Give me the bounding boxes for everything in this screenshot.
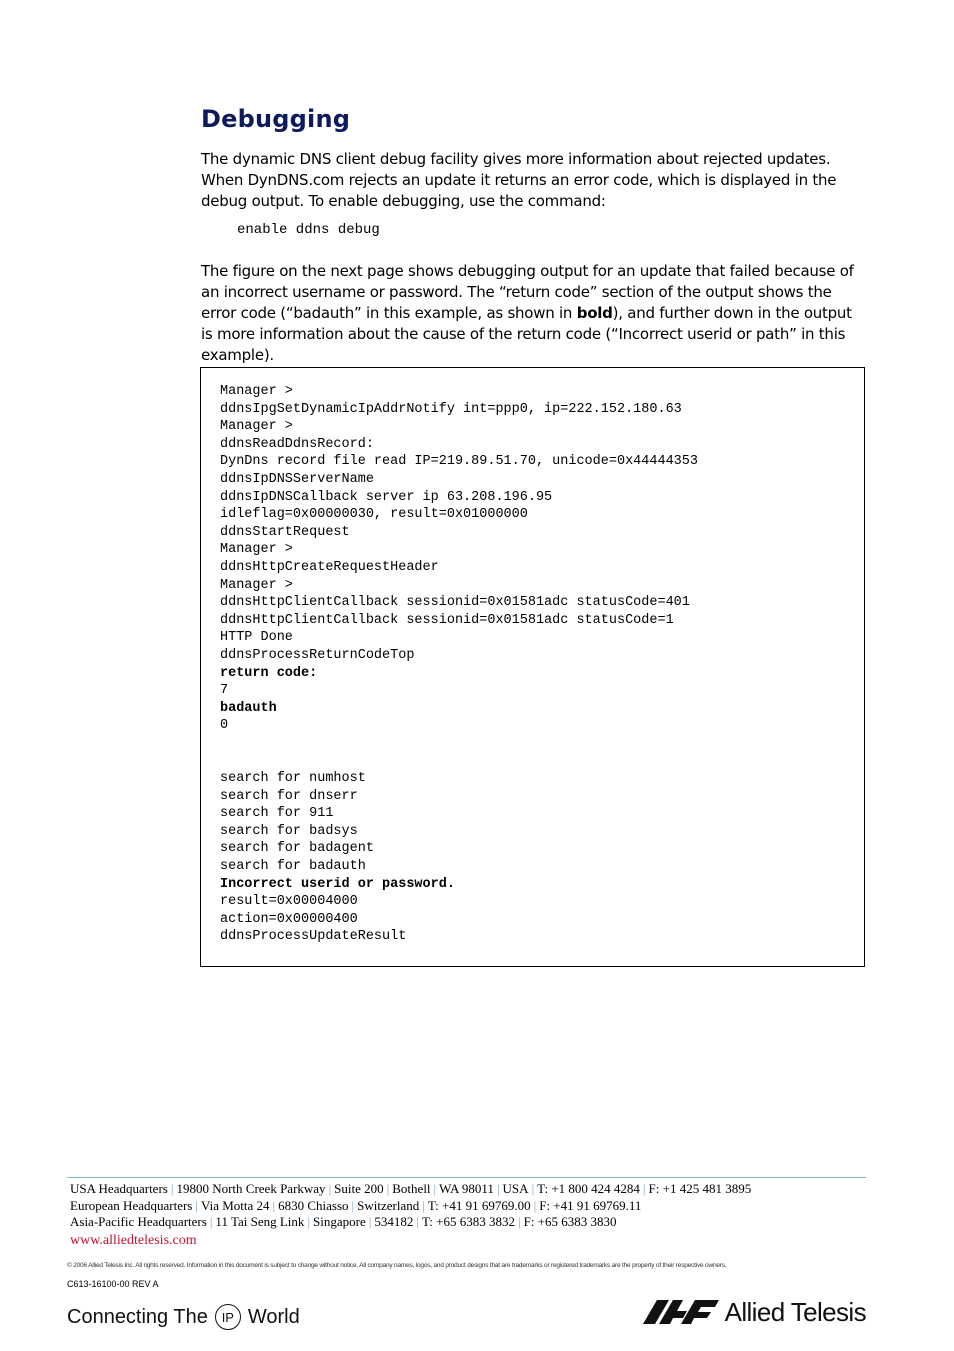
debug-line: HTTP Done	[220, 630, 293, 646]
debug-line: Manager >	[220, 542, 293, 558]
brand-name: Allied Telesis	[724, 1296, 866, 1327]
debug-line: 0	[220, 718, 229, 734]
debug-line: action=0x00000400	[220, 911, 358, 927]
debug-line: badauth	[220, 700, 277, 716]
debug-line: search for dnserr	[220, 788, 358, 804]
address-part: 534182	[374, 1214, 414, 1229]
debug-line: search for badagent	[220, 841, 374, 857]
address-separator: |	[272, 1198, 276, 1213]
command-example: enable ddns debug	[237, 222, 380, 238]
explanation-text: The figure on the next page shows debugging output for an update that failed because of an incorrect username or password. The “return code” section of the output shows the error code (“badauth” in this example, as shown in	[201, 262, 854, 322]
debug-line: ddnsReadDdnsRecord:	[220, 436, 374, 452]
debug-output	[220, 383, 698, 946]
debug-line: ddnsHttpClientCallback sessionid=0x01581adc statusCode=1	[220, 612, 674, 628]
address-separator: |	[386, 1181, 390, 1196]
debug-line: ddnsStartRequest	[220, 524, 350, 540]
address-separator: |	[433, 1181, 437, 1196]
footer-address-europe	[70, 1198, 641, 1214]
address-separator: |	[496, 1181, 500, 1196]
address-part: European Headquarters	[70, 1198, 193, 1213]
footer-divider	[67, 1177, 866, 1178]
debug-line: DynDns record file read IP=219.89.51.70, unicode=0x44444353	[220, 454, 698, 470]
address-part: Singapore	[313, 1214, 366, 1229]
debug-line: Manager >	[220, 384, 293, 399]
debug-line: ddnsProcessUpdateResult	[220, 929, 407, 945]
debug-line: ddnsIpDNSServerName	[220, 471, 374, 487]
tagline-text-end: World	[247, 1305, 300, 1328]
debug-line: ddnsIpDNSCallback server ip 63.208.196.95	[220, 489, 553, 505]
address-part: F: +65 6383 3830	[523, 1214, 617, 1229]
debug-line: search for badsys	[220, 823, 358, 839]
address-part: Switzerland	[357, 1198, 420, 1213]
debug-line: ddnsProcessReturnCodeTop	[220, 647, 415, 663]
address-part: Suite 200	[334, 1181, 384, 1196]
address-part: 11 Tai Seng Link	[215, 1214, 305, 1229]
website-link[interactable]: www.alliedtelesis.com	[70, 1233, 197, 1248]
address-separator: |	[517, 1214, 521, 1229]
address-separator: |	[170, 1181, 174, 1196]
document-number: C613-16100-00 REV A	[67, 1279, 159, 1289]
address-part: T: +65 6383 3832	[421, 1214, 515, 1229]
debug-line: search for numhost	[220, 771, 366, 787]
intro-paragraph: The dynamic DNS client debug facility gives more information about rejected updates. When DynDNS.com rejects an update it returns an error code, which is displayed in the debug output. To enable debugging, use the command:	[201, 150, 837, 210]
address-separator: |	[533, 1198, 537, 1213]
ip-badge-icon: IP	[215, 1304, 241, 1330]
debug-line: search for badauth	[220, 859, 366, 875]
footer-address-usa	[70, 1181, 751, 1197]
address-part: Via Motta 24	[200, 1198, 270, 1213]
debug-line: Incorrect userid or password.	[220, 876, 455, 892]
debug-line: search for 911	[220, 806, 334, 822]
address-part: T: +1 800 424 4284	[537, 1181, 640, 1196]
copyright-notice: © 2006 Allied Telesis Inc. All rights reserved. Information in this document is subject to change without notice. All company names, logos, and product designs that are trademarks or registered trademarks are the property of their respective owners.	[67, 1262, 727, 1269]
address-part: 19800 North Creek Parkway	[176, 1181, 326, 1196]
address-separator: |	[422, 1198, 425, 1213]
address-separator: |	[531, 1181, 535, 1196]
address-part: 6830 Chiasso	[278, 1198, 349, 1213]
address-separator: |	[195, 1198, 198, 1213]
debug-line: idleflag=0x00000030, result=0x01000000	[220, 507, 528, 523]
address-separator: |	[368, 1214, 372, 1229]
explanation-paragraph	[201, 261, 866, 366]
tagline-text: Connecting The	[67, 1305, 208, 1328]
address-part: Asia-Pacific Headquarters	[70, 1214, 207, 1229]
address-part: F: +1 425 481 3895	[648, 1181, 752, 1196]
debug-line: Manager >	[220, 419, 293, 435]
debug-line: Manager >	[220, 577, 293, 593]
address-part: F: +41 91 69769.11	[539, 1198, 642, 1213]
address-part: T: +41 91 69769.00	[427, 1198, 531, 1213]
explanation-bold-word: bold	[576, 304, 613, 322]
brand-lockup	[643, 1297, 866, 1327]
tagline	[67, 1302, 300, 1332]
explanation-text-end: ), and further down in the output is more information about the cause of the return code (“Incorrect userid or path” in this example).	[201, 304, 852, 364]
section-heading: Debugging	[201, 105, 351, 133]
debug-line: ddnsHttpCreateRequestHeader	[220, 559, 439, 575]
address-separator: |	[328, 1181, 332, 1196]
address-separator: |	[351, 1198, 355, 1213]
address-separator: |	[209, 1214, 213, 1229]
address-part: Bothell	[392, 1181, 431, 1196]
address-separator: |	[307, 1214, 311, 1229]
debug-line: ddnsIpgSetDynamicIpAddrNotify int=ppp0, ip=222.152.180.63	[220, 401, 682, 417]
debug-line: ddnsHttpClientCallback sessionid=0x01581adc statusCode=401	[220, 595, 690, 611]
debug-line: result=0x00004000	[220, 894, 358, 910]
debug-line: 7	[220, 683, 229, 699]
address-separator: |	[642, 1181, 646, 1196]
debug-line: return code:	[220, 665, 318, 681]
address-part: USA Headquarters	[70, 1181, 168, 1196]
address-part: USA	[502, 1181, 529, 1196]
allied-telesis-logo-icon	[643, 1300, 719, 1324]
footer-address-asia	[70, 1214, 617, 1230]
debug-output-box	[200, 367, 865, 967]
address-separator: |	[416, 1214, 419, 1229]
address-part: WA 98011	[439, 1181, 494, 1196]
